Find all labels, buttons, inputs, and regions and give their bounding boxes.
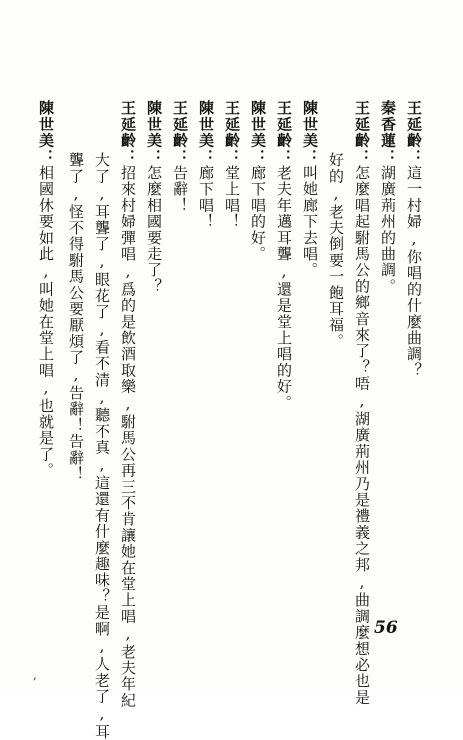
- speech-text: 堂上唱！: [223, 164, 241, 230]
- speech-text: 廊下唱的好。: [249, 164, 267, 263]
- dialogue-line: [34, 100, 58, 479]
- dialogue-line: [376, 100, 400, 294]
- dialogue-line: [194, 100, 218, 230]
- speech-text: 相國休要如此,叫她在堂上唱,也就是了。: [37, 164, 55, 479]
- stray-mark: ,: [33, 668, 37, 682]
- speech-text: 叫她廊下去唱。: [301, 164, 319, 279]
- speech-text: 好的,老夫倒要一飽耳福。: [327, 152, 345, 350]
- speaker-label: 王延齡：: [353, 100, 371, 165]
- speaker-label: 王延齡：: [405, 100, 423, 165]
- speech-text: 聾了,怪不得駙馬公要厭煩了,告辭！告辭！: [67, 152, 85, 482]
- dialogue-continuation: [90, 152, 114, 740]
- dialogue-line: [142, 100, 166, 294]
- dialogue-line: [168, 100, 192, 213]
- speaker-label: 陳世美：: [249, 100, 267, 165]
- dialogue-line: [350, 100, 374, 705]
- dialogue-line: [220, 100, 244, 230]
- speech-text: 招來村婦彈唱,爲的是飲酒取樂,駙馬公再三不肯讓她在堂上唱,老夫年紀: [119, 164, 137, 709]
- dialogue-line: [298, 100, 322, 278]
- speaker-label: 陳世美：: [197, 100, 215, 165]
- dialogue-continuation: [64, 152, 88, 482]
- speech-text: 老夫年邁耳聾,還是堂上唱的好。: [275, 164, 293, 411]
- speech-text: 怎麼唱起駙馬公的鄉音來了？唔,湖廣荊州乃是禮義之邦,曲調麼想必也是: [353, 164, 371, 706]
- page-number: 56: [374, 618, 398, 638]
- speaker-label: 王延齡：: [223, 100, 241, 165]
- speech-text: 湖廣荊州的曲調。: [379, 164, 397, 295]
- speaker-label: 陳世美：: [145, 100, 163, 165]
- speaker-label: 王延齡：: [171, 100, 189, 165]
- dialogue-continuation: [324, 152, 348, 349]
- speech-text: 這一村婦,你唱的什麼曲調？: [405, 164, 423, 379]
- dialogue-line: [402, 100, 426, 378]
- speech-text: 告辭！: [171, 164, 189, 214]
- speaker-label: 陳世美：: [301, 100, 319, 165]
- speaker-label: 王延齡：: [275, 100, 293, 165]
- dialogue-line: [272, 100, 296, 411]
- speaker-label: 王延齡：: [119, 100, 137, 165]
- dialogue-line: [116, 100, 140, 708]
- speech-text: 大了,耳聾了,眼花了,看不清,聽不真,這還有什麼趣味？是啊,人老了,耳: [93, 152, 111, 740]
- speech-text: 怎麼相國要走了？: [145, 164, 163, 295]
- speech-text: 廊下唱！: [197, 164, 215, 230]
- speaker-label: 陳世美：: [37, 100, 55, 165]
- dialogue-line: [246, 100, 270, 262]
- speaker-label: 秦香蓮：: [379, 100, 397, 165]
